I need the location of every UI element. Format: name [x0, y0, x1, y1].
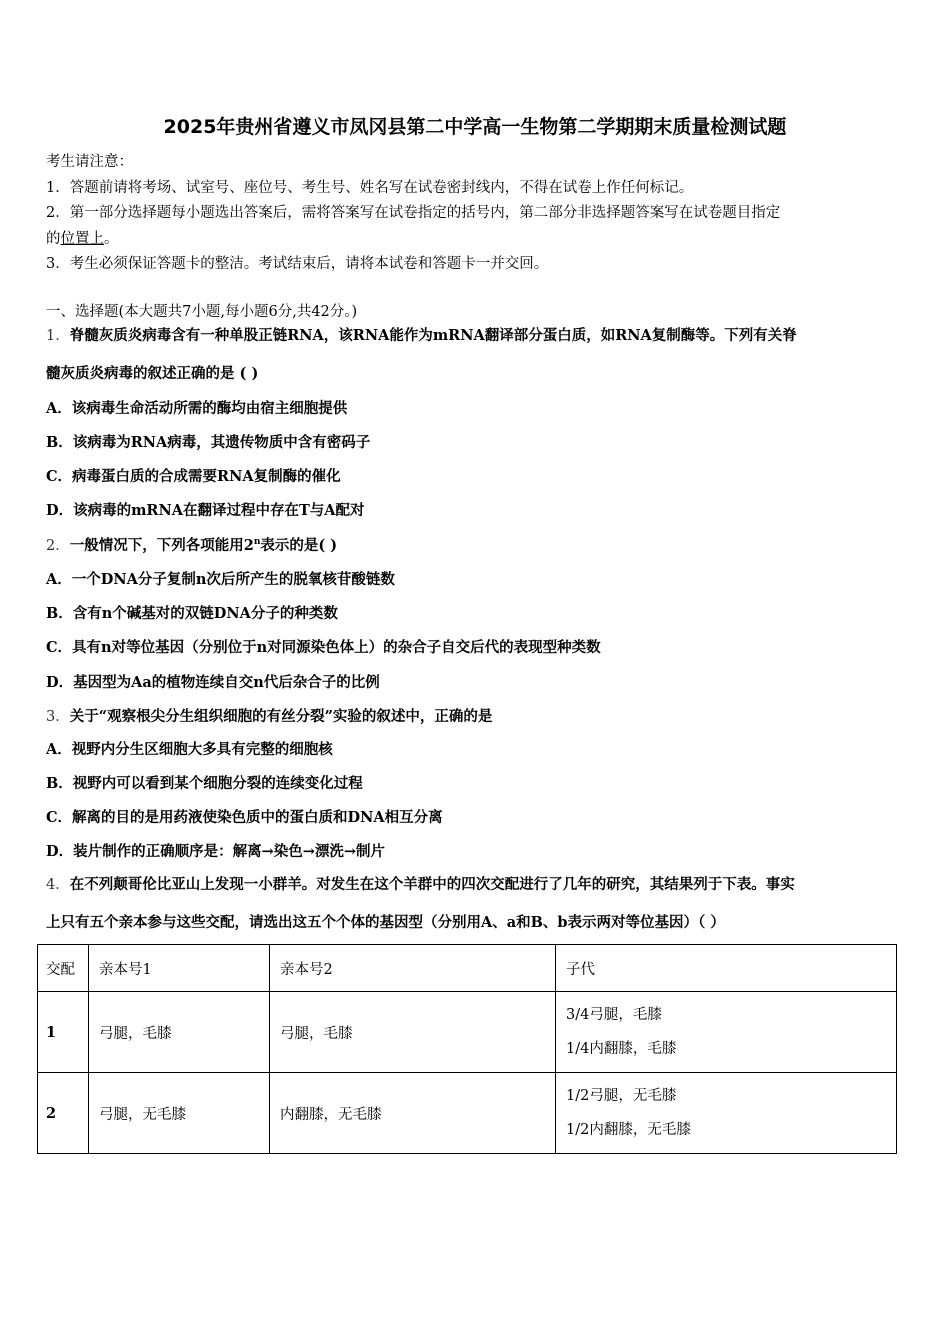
question-1-option-d: D．该病毒的mRNA在翻译过程中存在T与A配对: [46, 502, 365, 519]
question-number: 4．: [46, 877, 70, 893]
notice-item-1: 1．答题前请将考场、试室号、座位号、考生号、姓名写在试卷密封线内，不得在试卷上作任何标记。: [46, 179, 694, 196]
question-2-option-d: D．基因型为Aa的植物连续自交n代后杂合子的比例: [46, 674, 380, 691]
cell-parent-2: 内翻膝，无毛膝: [270, 1073, 556, 1154]
offspring-line: 1/2内翻膝，无毛膝: [566, 1122, 691, 1138]
question-3: [46, 705, 908, 726]
cell-parent-1: 弓腿，无毛膝: [89, 1073, 270, 1154]
notice-item-2-underlined: 位置上: [60, 230, 104, 247]
header-cell-offspring: 子代: [556, 945, 897, 992]
question-1-option-a: A．该病毒生命活动所需的酶均由宿主细胞提供: [46, 400, 348, 417]
question-number: 2．: [46, 538, 70, 554]
offspring-line: 1/4内翻膝，毛膝: [566, 1041, 677, 1057]
question-2-option-c: C．具有n对等位基因（分别位于n对同源染色体上）的杂合子自交后代的表现型种类数: [46, 639, 601, 656]
notice-item-2-line-2: [46, 227, 906, 253]
question-3-option-a: A．视野内分生区细胞大多具有完整的细胞核: [46, 741, 333, 758]
cell-offspring: [556, 1073, 897, 1154]
superscript-n: n: [253, 537, 261, 548]
notice-heading: 考生请注意：: [46, 154, 133, 170]
question-text-a: 一般情况下，下列各项能用2: [69, 537, 254, 554]
cell-mating-id: 2: [38, 1073, 89, 1154]
question-2-option-b: B．含有n个碱基对的双链DNA分子的种类数: [46, 605, 338, 622]
notice-item-2-line-1: 2．第一部分选择题每小题选出答案后，需将答案写在试卷指定的括号内，第二部分非选择题答案写在试卷题目指定: [46, 205, 781, 221]
question-3-option-d: D．装片制作的正确顺序是：解离→染色→漂洗→制片: [46, 843, 386, 860]
question-text: 脊髓灰质炎病毒含有一种单股正链RNA，该RNA能作为mRNA翻译部分蛋白质，如RNA复制酶等。下列有关脊: [69, 327, 797, 344]
question-1-line-1: [46, 317, 908, 355]
notice-item-2-text-a: 的: [46, 230, 61, 247]
question-text-b: 表示的是( ): [260, 537, 338, 554]
header-cell-parent-1: 亲本号1: [89, 945, 270, 992]
question-2-option-a: A．一个DNA分子复制n次后所产生的脱氧核苷酸链数: [46, 571, 395, 588]
table-row: [38, 992, 897, 1073]
notice-item-2-text-c: 。: [104, 230, 119, 247]
question-number: 1．: [46, 328, 70, 344]
question-1-option-c: C．病毒蛋白质的合成需要RNA复制酶的催化: [46, 468, 341, 485]
question-number: 3．: [46, 709, 70, 725]
offspring-line: 3/4弓腿，毛膝: [566, 1007, 662, 1023]
cell-offspring: [556, 992, 897, 1073]
mating-results-table: [37, 944, 897, 1154]
exam-title: 2025年贵州省遵义市凤冈县第二中学高一生物第二学期期末质量检测试题: [163, 116, 787, 138]
notice-block: [46, 150, 906, 278]
question-1: [46, 317, 908, 393]
notice-item-3: 3．考生必须保证答题卡的整洁。考试结束后，请将本试卷和答题卡一并交回。: [46, 256, 549, 272]
table-header-row: [38, 945, 897, 992]
header-cell-mating: 交配: [38, 945, 89, 992]
question-4-line-1: [46, 866, 908, 904]
header-cell-parent-2: 亲本号2: [270, 945, 556, 992]
question-text: 在不列颠哥伦比亚山上发现一小群羊。对发生在这个羊群中的四次交配进行了几年的研究，其结果列于下表。事实: [69, 876, 795, 893]
question-text: 关于“观察根尖分生组织细胞的有丝分裂”实验的叙述中，正确的是: [69, 708, 493, 725]
question-4: [46, 866, 908, 942]
question-1-line-2: 髓灰质炎病毒的叙述正确的是 ( ): [46, 365, 259, 382]
question-3-option-b: B．视野内可以看到某个细胞分裂的连续变化过程: [46, 775, 363, 792]
offspring-line: 1/2弓腿，无毛膝: [566, 1088, 677, 1104]
cell-parent-2: 弓腿，毛膝: [270, 992, 556, 1073]
cell-mating-id: 1: [38, 992, 89, 1073]
section-header: 一、选择题(本大题共7小题,每小题6分,共42分。): [46, 304, 358, 320]
question-2: [46, 534, 908, 555]
table-row: [38, 1073, 897, 1154]
question-1-option-b: B．该病毒为RNA病毒，其遗传物质中含有密码子: [46, 434, 371, 451]
question-4-line-2: 上只有五个亲本参与这些交配，请选出这五个个体的基因型（分别用A、a和B、b表示两对等位基因）（ ）: [46, 914, 725, 931]
question-3-option-c: C．解离的目的是用药液使染色质中的蛋白质和DNA相互分离: [46, 809, 443, 826]
cell-parent-1: 弓腿，毛膝: [89, 992, 270, 1073]
